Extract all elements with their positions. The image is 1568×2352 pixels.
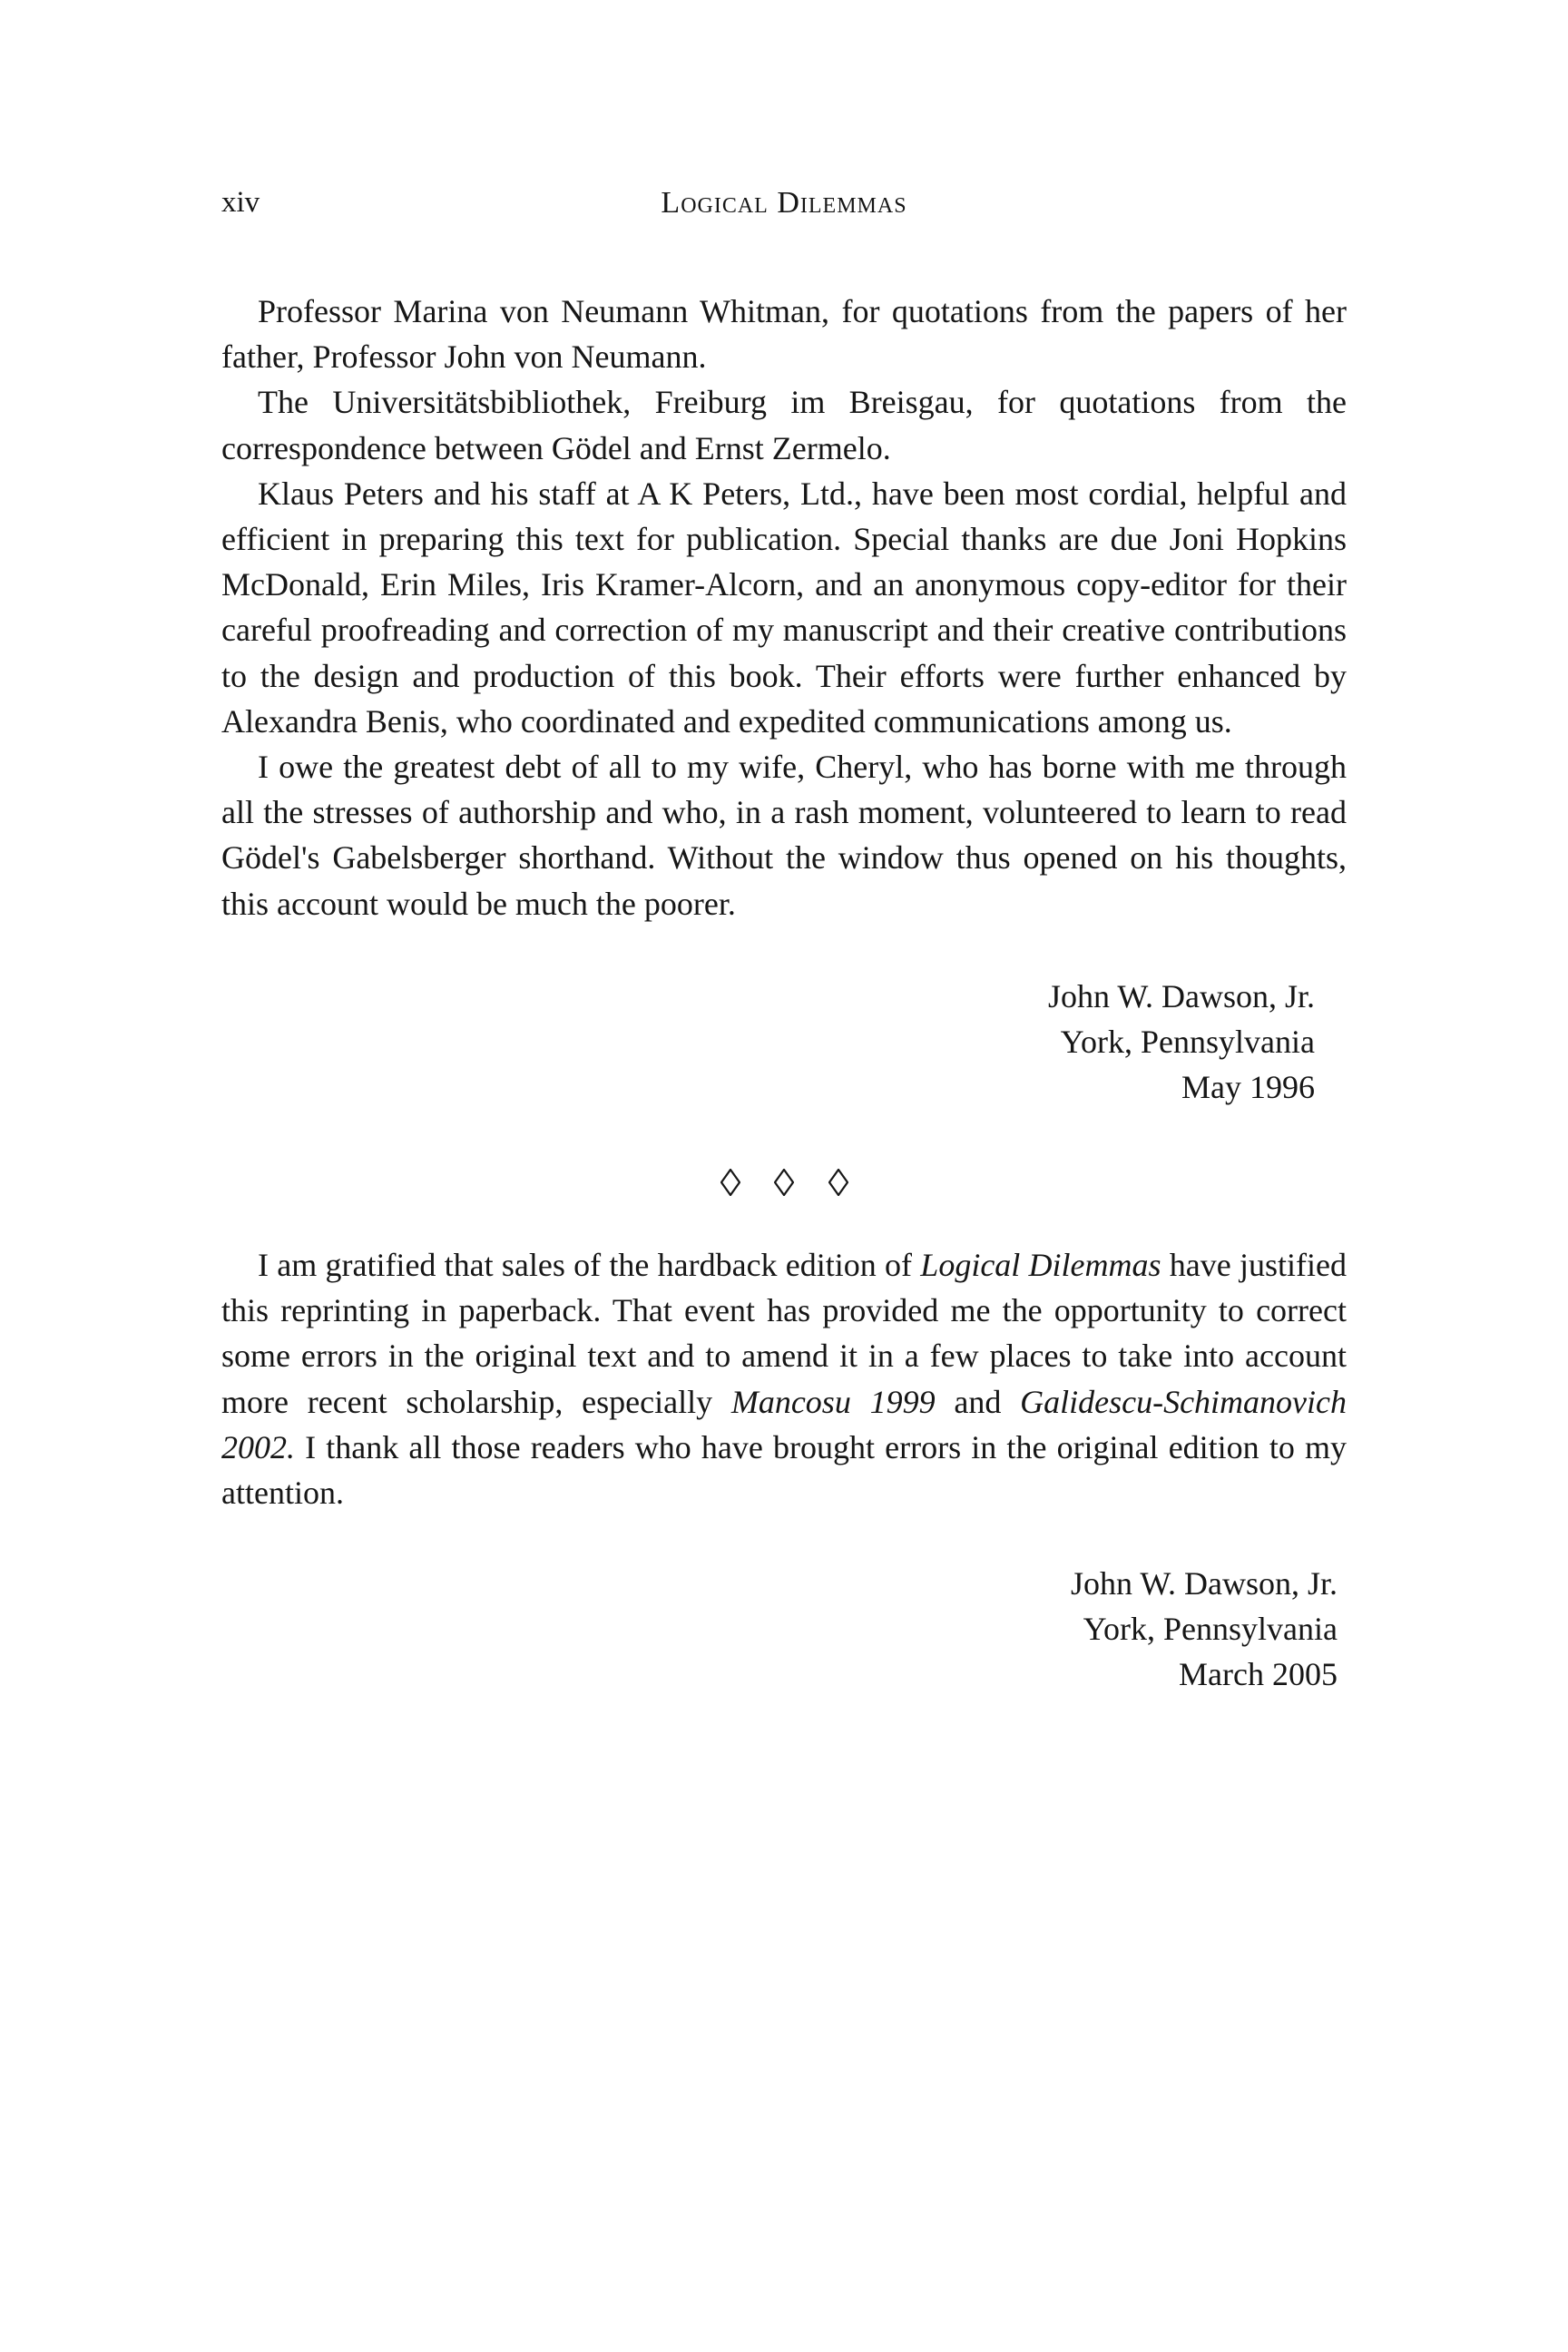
section-ornament	[221, 1157, 1347, 1202]
note-text: I thank all those readers who have brought errors in the original edition to my attention.	[221, 1428, 1347, 1512]
acknowledgment-paragraph: I owe the greatest debt of all to my wife, Cheryl, who has borne with me through all the stresses of authorship and who, in a rash moment, volunteered to learn to read Gödel's Gabelsberger shorthand. Without the window thus opened on his thoughts, this account would be much the poorer.	[221, 749, 1347, 922]
signature-name: John W. Dawson, Jr.	[1047, 977, 1315, 1014]
note-text: I am gratified that sales of the hardback edition of	[258, 1247, 921, 1284]
italic-citation: Mancosu 1999	[730, 1383, 936, 1420]
italic-title: Logical Dilemmas	[920, 1247, 1161, 1284]
signature-place: York, Pennsylvania	[1083, 1611, 1338, 1648]
page-number: xiv	[221, 186, 260, 219]
book-title: Logical Dilemmas	[661, 186, 907, 220]
text-block	[221, 289, 1347, 1697]
signature-date: May 1996	[1181, 1068, 1315, 1105]
signature-date: March 2005	[1179, 1656, 1338, 1693]
signature-block-2005	[221, 1561, 1347, 1697]
note-text: and	[935, 1383, 1021, 1420]
signature-block-1996	[221, 974, 1347, 1110]
italic-citation: Galidescu-Schimanovich 2002.	[221, 1383, 1348, 1465]
acknowledgment-paragraph: The Universitätsbibliothek, Freiburg im Breisgau, for quotations from the correspondence between Gödel and Ernst Zermelo.	[221, 384, 1347, 466]
note-text: have justified this reprinting in paperback. That event has provided me the opportunity to correct some errors in the original text and to amend it in a few places to take into account more recent scholarship, especially	[221, 1247, 1347, 1420]
diamond-icon	[828, 1157, 848, 1202]
acknowledgment-paragraph: Professor Marina von Neumann Whitman, for quotations from the papers of her father, Professor John von Neumann.	[221, 293, 1347, 376]
paperback-note-paragraph	[221, 1242, 1347, 1515]
diamond-icon	[774, 1157, 794, 1202]
acknowledgment-paragraph: Klaus Peters and his staff at A K Peters, Ltd., have been most cordial, helpful and efficient in preparing this text for publication. Special thanks are due Joni Hopkins McDonald, Erin Miles, Iris Kramer-Alcorn, and an anonymous copy-editor for their careful proofreading and correction of my manuscript and their creative contributions to the design and production of this book. Their efforts were further enhanced by Alexandra Benis, who coordinated and expedited communications among us.	[221, 475, 1347, 740]
signature-place: York, Pennsylvania	[1060, 1023, 1315, 1060]
running-head	[221, 186, 1347, 231]
signature-name: John W. Dawson, Jr.	[1070, 1565, 1338, 1602]
diamond-icon	[720, 1157, 740, 1202]
